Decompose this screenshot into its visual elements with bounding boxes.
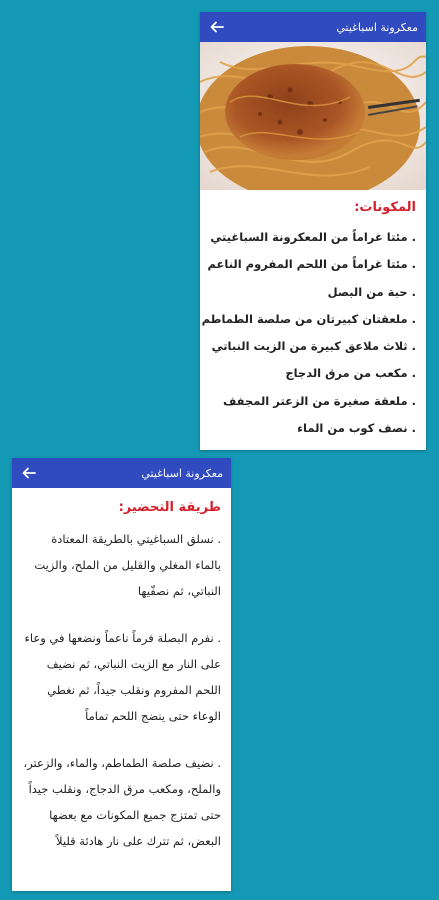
step-paragraph: . نفرم البصلة فرماً ناعماً ونضعها في وعاء على النار مع الزيت النباتي، ثم نضيف اللحم المفروم ونقلب جيداً، ثم نغطي الوعاء حتى ينضج اللحم تماماً xyxy=(24,631,221,723)
ingredients-heading: المكونات: xyxy=(354,200,416,215)
back-arrow-icon[interactable] xyxy=(208,18,226,36)
list-item: . مئتا غراماً من اللحم المفروم الناعم xyxy=(207,257,416,272)
ingredients-list xyxy=(201,224,416,442)
method-screen xyxy=(12,458,231,891)
method-heading: طريقة التحضير: xyxy=(118,500,221,515)
step-paragraph: . نضيف صلصة الطماطم، والماء، والزعتر، والملح، ومكعب مرق الدجاج، ونقلب جيداً حتى تمتزج جميع المكونات مع بعضها البعض، ثم تترك على نار هادئة قليلاً xyxy=(23,756,221,848)
ingredients-section xyxy=(200,190,426,442)
ingredients-screen xyxy=(200,12,426,450)
method-section xyxy=(12,488,231,854)
app-title: معكرونة اسباغيتي xyxy=(336,20,418,34)
list-item: . ثلاث ملاعق كبيرة من الزيت النباتي xyxy=(211,339,416,354)
spaghetti-photo xyxy=(200,42,426,190)
back-arrow-icon[interactable] xyxy=(20,464,38,482)
list-item: . مكعب من مرق الدجاج xyxy=(285,366,416,381)
list-item: . ملعقة صغيرة من الزعتر المجفف xyxy=(222,393,416,408)
app-title: معكرونة اسباغيتي xyxy=(141,466,223,480)
list-item: . ملعقتان كبيرتان من صلصة الطماطم xyxy=(201,311,416,326)
list-item: . نصف كوب من الماء xyxy=(297,421,416,436)
app-bar xyxy=(200,12,426,42)
app-bar xyxy=(12,458,231,488)
step-paragraph: . نسلق السباغيتي بالطريقة المعتادة بالماء المغلي والقليل من الملح، والزيت النباتي، ثم نصفّيها xyxy=(34,532,221,598)
list-item: . حبة من البصل xyxy=(327,284,416,299)
list-item: . مئتا غراماً من المعكرونة السباغيتي xyxy=(210,230,416,244)
